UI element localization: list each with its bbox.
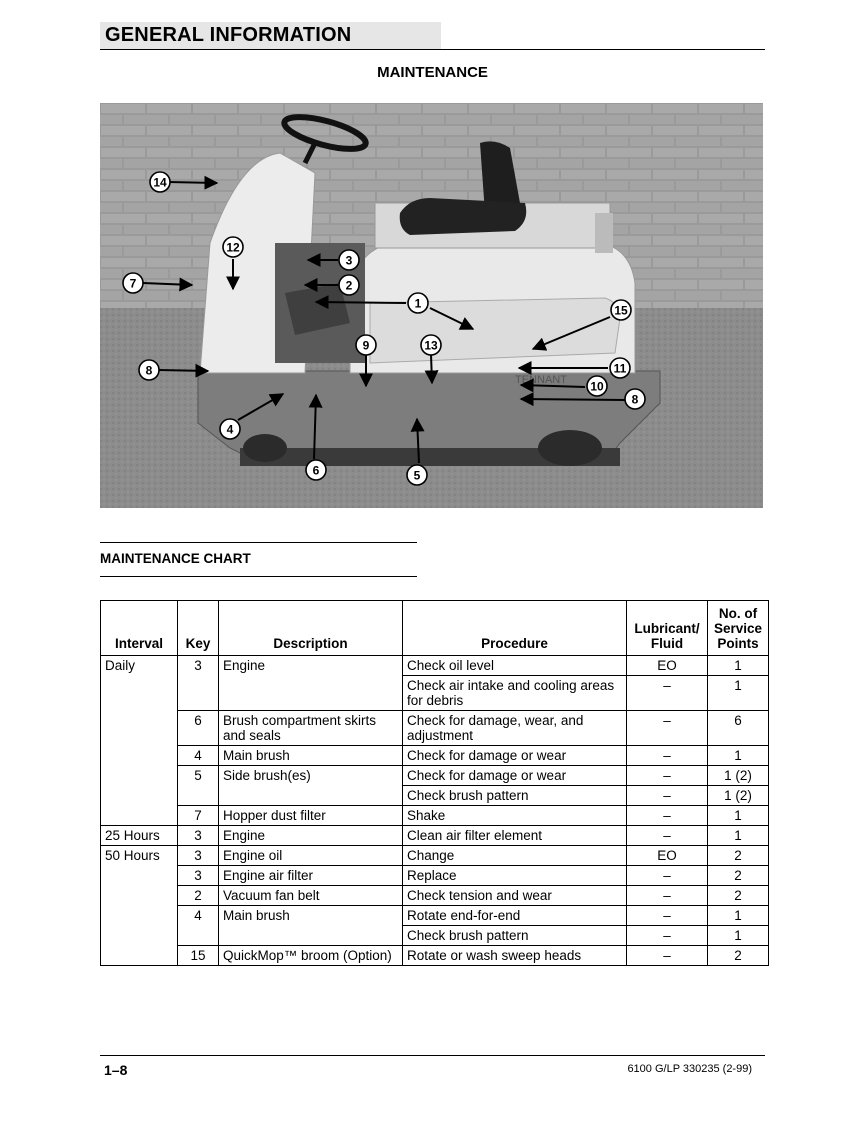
table-row [101,746,769,766]
procedure-cell: Rotate end-for-end [403,906,627,926]
svg-text:14: 14 [153,175,167,190]
col-procedure: Procedure [403,601,627,656]
maintenance-table [100,600,769,966]
points-cell: 2 [708,946,769,966]
table-row [101,906,769,926]
chart-title-box [100,542,417,577]
table-row [101,656,769,676]
points-cell: 1 [708,746,769,766]
table-row [101,866,769,886]
section-header [100,22,441,49]
key-cell [178,676,219,711]
points-cell: 1 [708,826,769,846]
brand-text: TENNANT [515,374,567,386]
table-row [101,926,769,946]
lubricant-cell: – [627,746,708,766]
key-cell: 3 [178,866,219,886]
footer-rule [100,1055,765,1056]
description-cell: Hopper dust filter [219,806,403,826]
points-cell: 6 [708,711,769,746]
description-cell: Engine air filter [219,866,403,886]
lubricant-cell: – [627,766,708,786]
points-cell: 2 [708,846,769,866]
table-row [101,946,769,966]
key-cell [178,926,219,946]
svg-text:4: 4 [226,422,234,437]
points-cell: 2 [708,886,769,906]
document-id: 6100 G/LP 330235 (2-99) [627,1063,752,1075]
points-cell: 1 [708,926,769,946]
callout-5 [407,465,427,485]
description-cell: Brush compartment skirts and seals [219,711,403,746]
col-key: Key [178,601,219,656]
procedure-cell: Check tension and wear [403,886,627,906]
callout-3 [339,250,359,270]
table-row [101,711,769,746]
table-row [101,676,769,711]
lubricant-cell: EO [627,656,708,676]
points-cell: 1 [708,676,769,711]
key-cell: 5 [178,766,219,786]
col-description: Description [219,601,403,656]
chart-title: MAINTENANCE CHART [100,551,251,566]
col-lubricant: Lubricant/ Fluid [627,601,708,656]
lubricant-cell: – [627,946,708,966]
svg-text:7: 7 [129,276,137,291]
interval-cell: Daily [101,656,178,826]
page-title: MAINTENANCE [377,64,488,81]
description-cell: Vacuum fan belt [219,886,403,906]
points-cell: 1 [708,906,769,926]
callout-14 [150,172,170,192]
callout-15 [611,300,631,320]
procedure-cell: Check for damage, wear, and adjustment [403,711,627,746]
description-cell [219,786,403,806]
points-cell: 1 (2) [708,766,769,786]
procedure-cell: Check air intake and cooling areas for debris [403,676,627,711]
description-cell: Main brush [219,746,403,766]
table-row [101,806,769,826]
interval-cell: 50 Hours [101,846,178,966]
section-title: GENERAL INFORMATION [105,24,352,46]
table-row [101,886,769,906]
svg-text:10: 10 [590,379,604,394]
table-row [101,846,769,866]
header-rule [100,49,765,50]
rear-post [595,213,613,253]
lubricant-cell: – [627,826,708,846]
svg-text:11: 11 [613,361,627,376]
procedure-cell: Replace [403,866,627,886]
svg-text:6: 6 [312,463,320,478]
description-cell [219,926,403,946]
callout-9 [356,335,376,355]
lubricant-cell: – [627,806,708,826]
page-number: 1–8 [104,1062,128,1078]
rear-wheel [538,430,602,466]
seat-cushion [400,198,527,235]
lubricant-cell: – [627,906,708,926]
key-cell: 7 [178,806,219,826]
table-header-row [101,601,769,656]
svg-text:12: 12 [226,240,240,255]
key-cell [178,786,219,806]
key-cell: 4 [178,906,219,926]
callout-7 [123,273,143,293]
lubricant-cell: – [627,886,708,906]
callout-12 [223,237,243,257]
description-cell: Engine [219,826,403,846]
procedure-cell: Check for damage or wear [403,766,627,786]
body-panel [370,298,620,363]
procedure-cell: Change [403,846,627,866]
key-cell: 15 [178,946,219,966]
description-cell: QuickMop™ broom (Option) [219,946,403,966]
col-interval: Interval [101,601,178,656]
key-cell: 3 [178,846,219,866]
callout-11 [610,358,630,378]
callout-4 [220,419,240,439]
col-service-points: No. of Service Points [708,601,769,656]
lubricant-cell: – [627,926,708,946]
procedure-cell: Check brush pattern [403,786,627,806]
lubricant-cell: – [627,866,708,886]
description-cell: Side brush(es) [219,766,403,786]
description-cell: Main brush [219,906,403,926]
key-cell: 2 [178,886,219,906]
lubricant-cell: – [627,711,708,746]
callout-13 [421,335,441,355]
svg-text:3: 3 [345,253,353,268]
callout-10 [587,376,607,396]
description-cell: Engine oil [219,846,403,866]
procedure-cell: Check for damage or wear [403,746,627,766]
table-row [101,826,769,846]
front-wheel [243,434,287,462]
callout-8-left [139,360,159,380]
callout-2 [339,275,359,295]
points-cell: 1 [708,806,769,826]
table-body [101,656,769,966]
key-cell: 4 [178,746,219,766]
procedure-cell: Clean air filter element [403,826,627,846]
machine-photo [100,103,763,508]
table-row [101,766,769,786]
svg-text:2: 2 [345,278,353,293]
lubricant-cell: EO [627,846,708,866]
key-cell: 3 [178,826,219,846]
svg-text:5: 5 [413,468,421,483]
procedure-cell: Rotate or wash sweep heads [403,946,627,966]
procedure-cell: Check brush pattern [403,926,627,946]
lubricant-cell: – [627,676,708,711]
key-cell: 3 [178,656,219,676]
description-cell: Engine [219,656,403,676]
points-cell: 2 [708,866,769,886]
callout-6 [306,460,326,480]
svg-text:13: 13 [424,338,438,353]
table-row [101,786,769,806]
description-cell [219,676,403,711]
points-cell: 1 [708,656,769,676]
svg-text:1: 1 [414,296,422,311]
callout-1 [408,293,428,313]
points-cell: 1 (2) [708,786,769,806]
key-cell: 6 [178,711,219,746]
callout-8-right [625,389,645,409]
procedure-cell: Shake [403,806,627,826]
svg-text:9: 9 [362,338,370,353]
interval-cell: 25 Hours [101,826,178,846]
lubricant-cell: – [627,786,708,806]
svg-text:8: 8 [145,363,153,378]
svg-text:15: 15 [614,303,628,318]
svg-text:8: 8 [631,392,639,407]
procedure-cell: Check oil level [403,656,627,676]
